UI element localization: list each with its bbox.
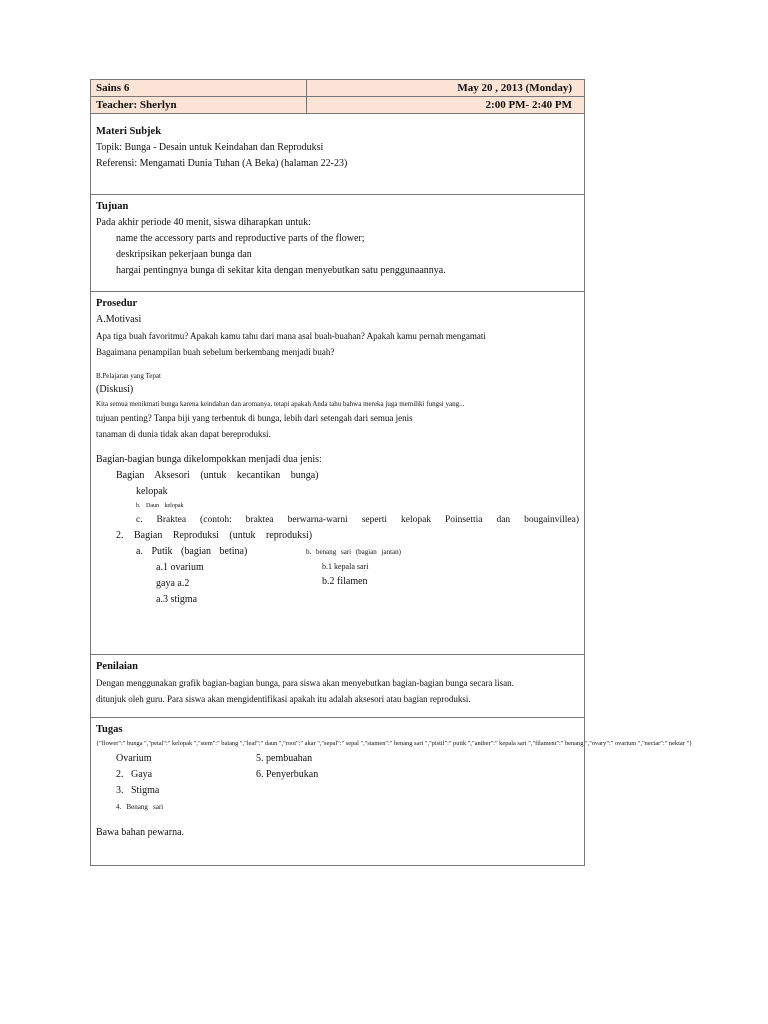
tujuan-section [91, 194, 584, 291]
putik-item: a. Putik (bagian betina) [136, 546, 248, 557]
header-row-2 [91, 97, 584, 114]
aksesori-heading: Bagian Aksesori (untuk kecantikan bunga) [116, 470, 319, 481]
benang-sari-item: b. benang sari (bagian jantan) [306, 548, 401, 556]
stigma-item: a.3 stigma [156, 594, 198, 605]
time-cell: 2:00 PM- 2:40 PM [485, 99, 572, 111]
pelajaran-line: tanaman di dunia tidak akan dapat bereproduksi. [96, 429, 271, 439]
reproduksi-columns [96, 544, 579, 608]
pelajaran-line: Kita semua menikmati bunga karena keindahan dan aromanya, tetapi apakah Anda tahu bahwa mereka juga memiliki fungsi yang... [96, 400, 465, 408]
tugas-left-column [96, 751, 256, 815]
penilaian-heading: Penilaian [96, 661, 139, 672]
penilaian-section [91, 654, 584, 717]
tugas-item: 3. Stigma [116, 785, 160, 796]
prosedur-heading: Prosedur [96, 298, 138, 309]
tujuan-item: hargai pentingnya bunga di sekitar kita dengan menyebutkan satu penggunaannya. [116, 265, 446, 276]
tugas-right-column [256, 751, 579, 815]
daun-kelopak-item: b. Daun kelopak [136, 503, 184, 509]
subject-cell: Sains 6 [91, 80, 307, 96]
putik-column [96, 544, 306, 608]
tugas-columns [96, 751, 579, 815]
tugas-item: 6. Penyerbukan [256, 769, 319, 780]
kelopak-item: kelopak [136, 486, 168, 497]
materi-reference: Referensi: Mengamati Dunia Tuhan (A Beka) (halaman 22-23) [96, 158, 348, 169]
tugas-item: 5. pembuahan [256, 753, 313, 764]
tugas-json-line: {"flower":" bunga ","petal":" kelopak ","stem":" batang ","leaf":" daun ","root":" akar ","sepal":" sepal ","stamen":" benang sari ","pistil":" putik ","anther":" kepala sari ","filament":" benang ","ovary":" ovarium ","nectar":" nektar "} [96, 740, 693, 747]
tugas-heading: Tugas [96, 724, 123, 735]
tujuan-item: deskripsikan pekerjaan bunga dan [116, 249, 252, 260]
date-cell: May 20 , 2013 (Monday) [457, 82, 572, 94]
tugas-item: 2. Gaya [116, 769, 153, 780]
penilaian-line: Dengan menggunakan grafik bagian-bagian bunga, para siswa akan menyebutkan bagian-bagian bunga secara lisan. [96, 678, 514, 688]
motivasi-line: Apa tiga buah favoritmu? Apakah kamu tahu dari mana asal buah-buahan? Apakah kamu pernah mengamati [96, 331, 486, 341]
header-row-1 [91, 80, 584, 97]
materi-section [91, 114, 584, 194]
tugas-footer: Bawa bahan pewarna. [96, 827, 185, 838]
materi-topic: Topik: Bunga - Desain untuk Keindahan dan Reproduksi [96, 142, 324, 153]
tujuan-heading: Tujuan [96, 201, 129, 212]
tugas-item: 4. Benang sari [116, 803, 164, 811]
tugas-section [91, 717, 693, 865]
tugas-item: Ovarium [116, 753, 152, 764]
filamen-item: b.2 filamen [322, 576, 368, 587]
motivasi-line: Bagaimana penampilan buah sebelum berkembang menjadi buah? [96, 347, 335, 357]
ovarium-item: a.1 ovarium [156, 562, 204, 573]
materi-heading: Materi Subjek [96, 126, 162, 137]
motivasi-label: A.Motivasi [96, 314, 142, 325]
reproduksi-heading: 2. Bagian Reproduksi (untuk reproduksi) [116, 530, 313, 541]
prosedur-section [91, 291, 584, 654]
pelajaran-line: tujuan penting? Tanpa biji yang terbentuk di bunga, lebih dari setengah dari semua jenis [96, 413, 413, 423]
teacher-cell: Teacher: Sherlyn [91, 97, 307, 113]
benang-sari-column [306, 544, 579, 608]
braktea-item: c. Braktea (contoh: braktea berwarna-warni seperti kelopak Poinsettia dan bougainvillea) [136, 515, 579, 525]
diskusi-label: (Diskusi) [96, 384, 134, 395]
kepala-sari-item: b.1 kepala sari [322, 562, 369, 571]
tujuan-intro: Pada akhir periode 40 menit, siswa diharapkan untuk: [96, 217, 311, 228]
penilaian-line: ditunjuk oleh guru. Para siswa akan mengidentifikasi apakah itu adalah aksesori atau bagian reproduksi. [96, 694, 471, 704]
tujuan-item: name the accessory parts and reproductive parts of the flower; [116, 233, 365, 244]
pelajaran-label: B.Pelajaran yang Tepat [96, 372, 161, 380]
parts-intro: Bagian-bagian bunga dikelompokkan menjadi dua jenis: [96, 454, 322, 465]
gaya-item: gaya a.2 [156, 578, 190, 589]
lesson-plan-document [90, 79, 693, 866]
